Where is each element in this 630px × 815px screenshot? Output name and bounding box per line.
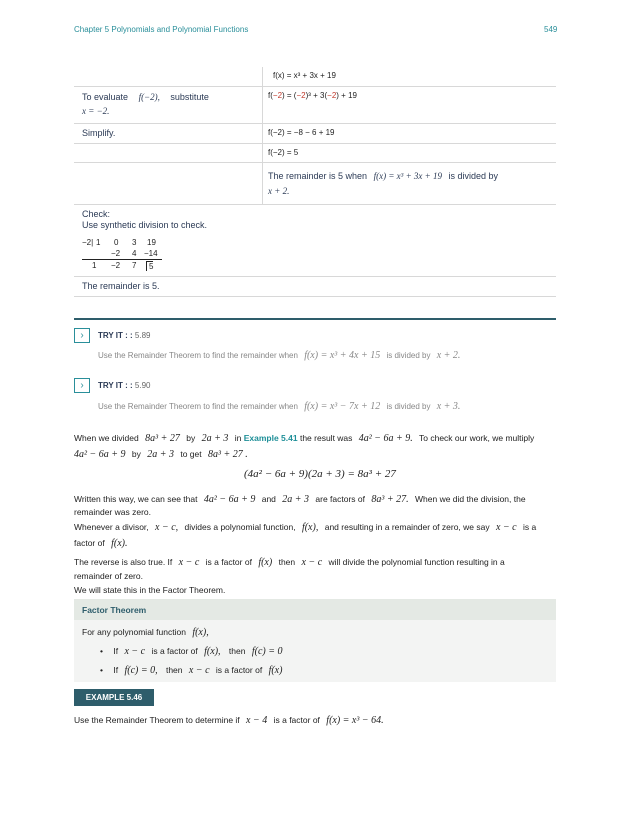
paragraph-line: remainder of zero. <box>74 571 143 581</box>
paragraph: When we divided 8a³ + 27 by 2a + 3 in Example 5.41 the result was 4a² − 6a + 9. To check our work, we multiply <box>74 433 535 444</box>
example-text: Use the Remainder Theorem to determine if x − 4 is a factor of f(x) = x³ − 64. <box>74 715 384 726</box>
paragraph: The reverse is also true. If x − c is a factor of f(x) then x − c will divide the polynomial function resulting in a <box>74 557 505 568</box>
chevron-right-icon[interactable]: › <box>74 378 90 393</box>
factor-theorem-bullet: • If f(c) = 0, then x − c is a factor of f(x) <box>100 665 283 676</box>
paragraph-line: remainder was zero. <box>74 507 152 517</box>
paragraph: We will state this in the Factor Theorem. <box>74 585 226 595</box>
check-instruction: Use synthetic division to check. <box>82 220 208 230</box>
example-link[interactable]: Example 5.41 <box>243 433 298 443</box>
paragraph-line: factor of f(x). <box>74 538 128 549</box>
step-label: To evaluate f(−2), substitute <box>82 92 209 102</box>
chevron-right-icon[interactable]: › <box>74 328 90 343</box>
paragraph-line: 4a² − 6a + 9 by 2a + 3 to get 8a³ + 27 . <box>74 449 248 460</box>
paragraph: Written this way, we can see that 4a² − 6a + 9 and 2a + 3 are factors of 8a³ + 27. When we did the division, the <box>74 494 526 505</box>
equation-row: f(−2) = (−2)³ + 3(−2) + 19 <box>268 91 357 100</box>
final-remainder: The remainder is 5. <box>82 281 160 291</box>
try-it-text: Use the Remainder Theorem to find the remainder when f(x) = x³ − 7x + 12 is divided by x + 3. <box>98 401 461 412</box>
remainder-statement: The remainder is 5 when f(x) = x³ + 3x + 19 is divided by <box>268 171 499 181</box>
step-label: Simplify. <box>82 128 116 138</box>
remainder-divisor: x + 2. <box>268 186 290 196</box>
synthetic-row-1: −2| 1 0 3 19 <box>82 238 156 247</box>
page-number: 549 <box>544 25 558 34</box>
equation-row: f(−2) = −8 − 6 + 19 <box>268 128 335 137</box>
example-label: EXAMPLE 5.46 <box>74 689 154 706</box>
step-label-math: x = −2. <box>82 106 110 116</box>
equation-row: f(−2) = 5 <box>268 148 299 157</box>
display-equation: (4a² − 6a + 9)(2a + 3) = 8a³ + 27 <box>244 468 396 480</box>
equation-row: f(x) = x³ + 3x + 19 <box>273 71 336 80</box>
check-label: Check: <box>82 209 111 219</box>
try-it-heading: TRY IT : : 5.90 <box>98 381 151 390</box>
factor-theorem-intro: For any polynomial function f(x), <box>82 627 209 638</box>
try-it-text: Use the Remainder Theorem to find the remainder when f(x) = x³ + 4x + 15 is divided by x + 2. <box>98 350 461 361</box>
factor-theorem-title: Factor Theorem <box>82 605 147 615</box>
paragraph: Whenever a divisor, x − c, divides a polynomial function, f(x), and resulting in a remainder of zero, we say x − c is a <box>74 522 537 533</box>
try-it-heading: TRY IT : : 5.89 <box>98 331 151 340</box>
factor-theorem-bullet: • If x − c is a factor of f(x), then f(c) = 0 <box>100 646 283 657</box>
chapter-header: Chapter 5 Polynomials and Polynomial Functions <box>74 25 249 34</box>
